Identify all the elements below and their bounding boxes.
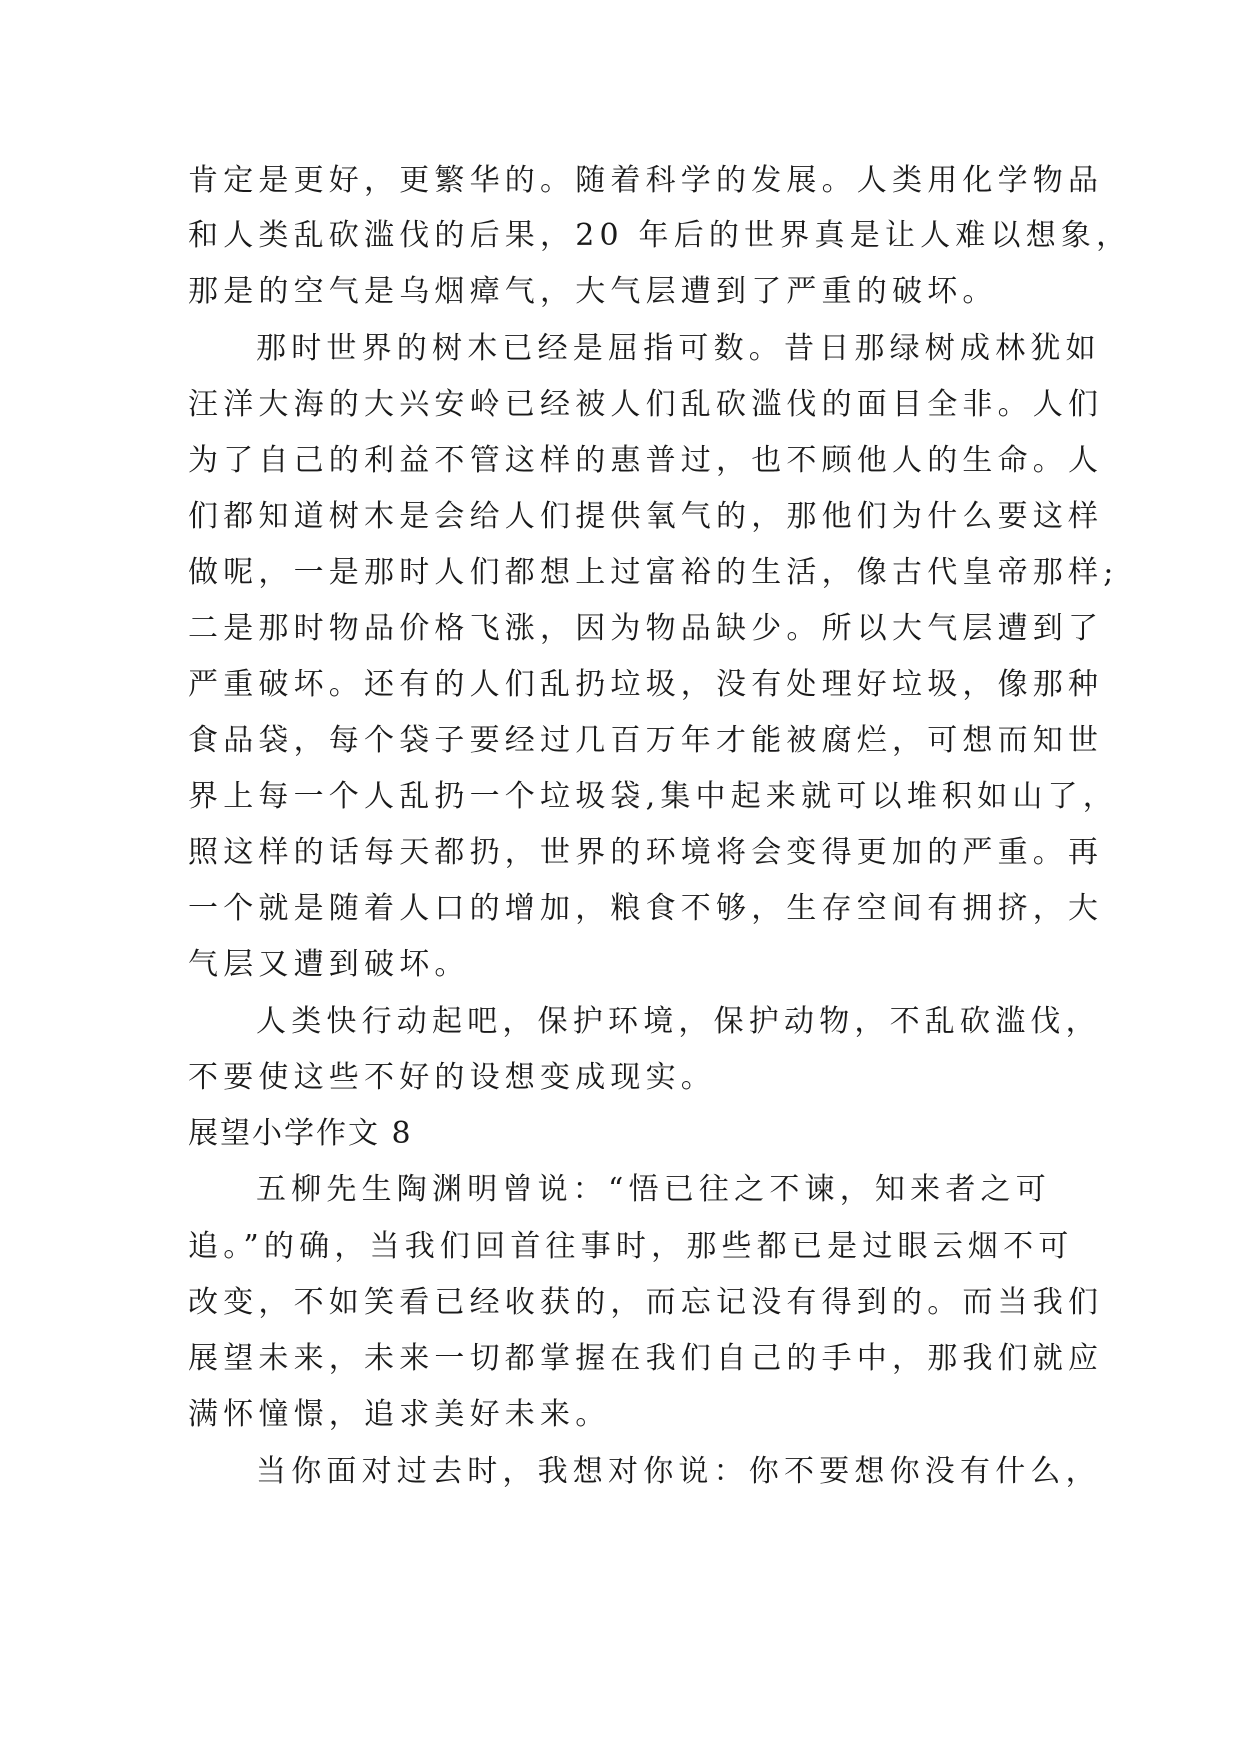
paragraph-line: 界上每一个人乱扔一个垃圾袋,集中起来就可以堆积如山了， [188,779,1118,814]
paragraph-line: 不要使这些不好的设想变成现实。 [188,1060,716,1095]
paragraph-line: 那时世界的树木已经是屈指可数。昔日那绿树成林犹如 [256,331,1101,366]
section-heading: 展望小学作文 8 [188,1116,413,1151]
paragraph-line: 一个就是随着人口的增加，粮食不够，生存空间有拥挤，大 [188,891,1104,926]
paragraph-line: 那是的空气是乌烟瘴气，大气层遭到了严重的破坏。 [188,274,998,309]
paragraph-line: 严重破坏。还有的人们乱扔垃圾，没有处理好垃圾，像那种 [188,667,1104,702]
paragraph-line: 气层又遭到破坏。 [188,947,470,982]
paragraph-line: 展望未来，未来一切都掌握在我们自己的手中，那我们就应 [188,1341,1104,1376]
paragraph-line: 二是那时物品价格飞涨，因为物品缺少。所以大气层遭到了 [188,611,1104,646]
paragraph-line: 肯定是更好，更繁华的。随着科学的发展。人类用化学物品 [188,163,1104,198]
paragraph-line: 当你面对过去时，我想对你说：你不要想你没有什么， [256,1454,1101,1489]
paragraph-line: 照这样的话每天都扔，世界的环境将会变得更加的严重。再 [188,835,1104,870]
paragraph-line: 和人类乱砍滥伐的后果，20 年后的世界真是让人难以想象， [188,218,1132,253]
paragraph-line: 五柳先生陶渊明曾说：“悟已往之不谏，知来者之可 [256,1172,1051,1207]
paragraph-line: 为了自己的利益不管这样的惠普过，也不顾他人的生命。人 [188,443,1104,478]
paragraph-line: 们都知道树木是会给人们提供氧气的，那他们为什么要这样 [188,499,1104,534]
paragraph-line: 汪洋大海的大兴安岭已经被人们乱砍滥伐的面目全非。人们 [188,387,1104,422]
paragraph-line: 满怀憧憬，追求美好未来。 [188,1397,611,1432]
paragraph-line: 做呢，一是那时人们都想上过富裕的生活，像古代皇帝那样; [188,555,1119,590]
paragraph-line: 改变，不如笑看已经收获的，而忘记没有得到的。而当我们 [188,1285,1104,1320]
paragraph-line: 追。”的确，当我们回首往事时，那些都已是过眼云烟不可 [188,1229,1074,1264]
paragraph-line: 食品袋，每个袋子要经过几百万年才能被腐烂，可想而知世 [188,723,1104,758]
paragraph-line: 人类快行动起吧，保护环境，保护动物，不乱砍滥伐， [256,1004,1101,1039]
